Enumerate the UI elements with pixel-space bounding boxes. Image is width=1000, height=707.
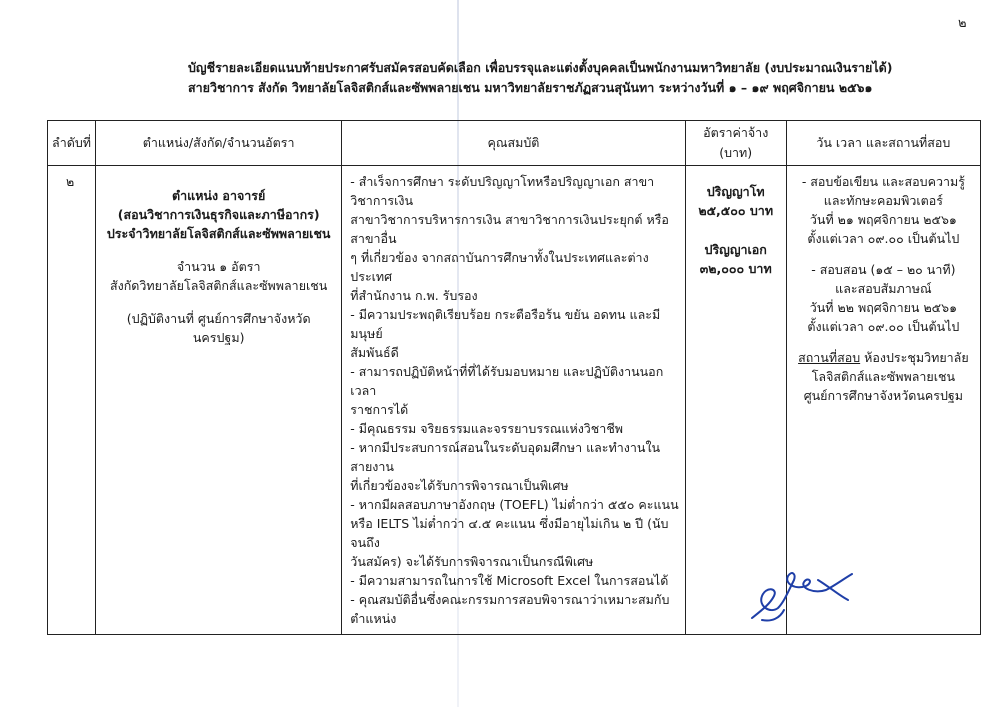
header-line-2: สายวิชาการ สังกัด วิทยาลัยโลจิสติกส์และซัพพลายเชน มหาวิทยาลัยราชภัฏสวนสุนันทา ระหว่างวันที่ ๑ – ๑๙ พฤศจิกายน ๒๕๖๑ [188,80,873,95]
order-cell: ๒ [48,166,96,635]
qualification-line: ราชการได้ [350,402,409,417]
exam-place-2: โลจิสติกส์และซัพพลายเชน [811,369,956,384]
qualification-line: ที่สำนักงาน ก.พ. รับรอง [350,288,478,303]
qualifications-cell [342,166,685,635]
position-title: ตำแหน่ง อาจารย์ [172,188,266,203]
wage-masters-amount: ๒๕,๕๐๐ บาท [698,203,774,218]
wage-masters-label: ปริญญาโท [706,184,765,199]
qualification-line: ที่เกี่ยวข้องจะได้รับการพิจารณาเป็นพิเศษ [350,478,569,493]
qualification-line: - สำเร็จการศึกษา ระดับปริญญาโทหรือปริญญาเอก สาขาวิชาการเงิน [350,174,655,208]
exam-teach-4: ตั้งแต่เวลา ๐๙.๐๐ เป็นต้นไป [807,319,960,334]
qualification-line: - หากมีผลสอบภาษาอังกฤษ (TOEFL) ไม่ต่ำกว่า ๕๕๐ คะแนน [350,497,679,512]
position-affiliation: สังกัดวิทยาลัยโลจิสติกส์และซัพพลายเชน [109,278,328,293]
position-count: จำนวน ๑ อัตรา [176,259,261,274]
position-cell [96,166,342,635]
qualification-line: - หากมีประสบการณ์สอนในระดับอุดมศึกษา และทำงานในสายงาน [350,440,661,474]
header-position: ตำแหน่ง/สังกัด/จำนวนอัตรา [96,121,342,166]
header-exam: วัน เวลา และสถานที่สอบ [786,121,980,166]
qualification-line: - มีความประพฤติเรียบร้อย กระตือรือร้น ขยัน อดทน และมีมนุษย์ [350,307,661,341]
qualification-line: - คุณสมบัติอื่นซึ่งคณะกรรมการสอบพิจารณาว่าเหมาะสมกับ [350,592,670,607]
qualification-line: - มีความสามารถในการใช้ Microsoft Excel ในการสอนได้ [350,573,669,588]
exam-teach-1: - สอบสอน (๑๕ – ๒๐ นาที) [811,262,956,277]
position-workplace-2: นครปฐม) [192,330,245,345]
qualification-line: สาขาวิชาการบริหารการเงิน สาขาวิชาการเงินประยุกต์ หรือสาขาอื่น [350,212,669,246]
header-qualifications: คุณสมบัติ [342,121,685,166]
exam-written-1: - สอบข้อเขียน และสอบความรู้ [801,174,965,189]
qualification-line: วันสมัคร) จะได้รับการพิจารณาเป็นกรณีพิเศษ [350,554,594,569]
qualification-line: ๆ ที่เกี่ยวข้อง จากสถาบันการศึกษาทั้งในประเทศและต่างประเทศ [350,250,649,284]
wage-doctorate-label: ปริญญาเอก [704,242,767,257]
header-wage: อัตราค่าจ้าง (บาท) [685,121,786,166]
exam-place-1: ห้องประชุมวิทยาลัย [860,350,969,365]
exam-teach-3: วันที่ ๒๒ พฤศจิกายน ๒๕๖๑ [809,300,958,315]
document-header [188,58,948,98]
wage-doctorate-amount: ๓๒,๐๐๐ บาท [699,261,772,276]
position-workplace-1: (ปฏิบัติงานที่ ศูนย์การศึกษาจังหวัด [126,311,311,326]
exam-place-3: ศูนย์การศึกษาจังหวัดนครปฐม [803,388,964,403]
page-number: ๒ [958,16,967,31]
exam-written-3: วันที่ ๒๑ พฤศจิกายน ๒๕๖๑ [809,212,957,227]
qualification-line: หรือ IELTS ไม่ต่ำกว่า ๔.๕ คะแนน ซึ่งมีอายุไม่เกิน ๒ ปี (นับจนถึง [350,516,669,550]
qualification-line: ตำแหน่ง [350,611,397,626]
positions-table [47,120,981,635]
header-line-1: บัญชีรายละเอียดแนบท้ายประกาศรับสมัครสอบคัดเลือก เพื่อบรรจุและแต่งตั้งบุคคลเป็นพนักงานมหาวิทยาลัย (งบประมาณเงินรายได้) [188,60,893,75]
qualification-line: สัมพันธ์ดี [350,345,399,360]
header-order: ลำดับที่ [48,121,96,166]
exam-teach-2: และสอบสัมภาษณ์ [835,281,932,296]
handwritten-signature [748,560,858,626]
exam-written-2: และทักษะคอมพิวเตอร์ [823,193,943,208]
position-subject: (สอนวิชาการเงินธุรกิจและภาษีอากร) [117,207,320,222]
exam-place-label: สถานที่สอบ [798,350,861,365]
table-header-row [48,121,981,166]
qualification-line: - สามารถปฏิบัติหน้าที่ที่ได้รับมอบหมาย และปฏิบัติงานนอกเวลา [350,364,664,398]
exam-place-line-1 [791,348,976,367]
exam-written-4: ตั้งแต่เวลา ๐๙.๐๐ เป็นต้นไป [807,231,960,246]
qualification-line: - มีคุณธรรม จริยธรรมและจรรยาบรรณแห่งวิชาชีพ [350,421,624,436]
position-college: ประจำวิทยาลัยโลจิสติกส์และซัพพลายเชน [106,226,331,241]
